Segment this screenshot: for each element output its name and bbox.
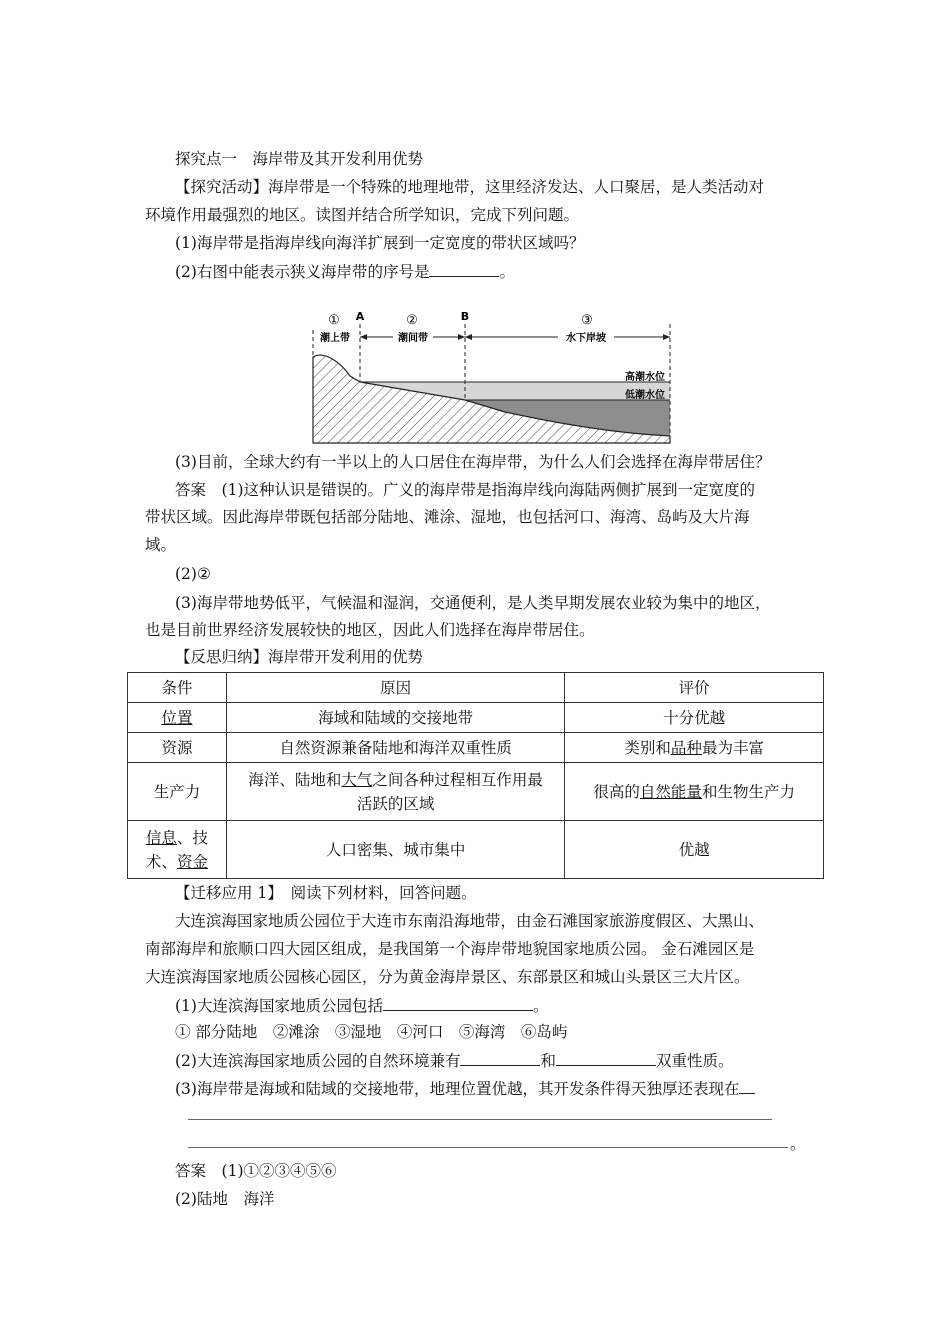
answer-3-line-2: 也是目前世界经济发展较快的地区，因此人们选择在海岸带居住。 <box>145 621 595 639</box>
activity-line-1: 【探究活动】海岸带是一个特殊的地理地带，这里经济发达、人口聚居，是人类活动对 <box>175 178 765 196</box>
transfer-question-2: (2)大连滨海国家地质公园的自然环境兼有 和 双重性质。 <box>175 1049 734 1072</box>
low-tide-label: 低潮水位 <box>625 390 665 401</box>
answer-line-blank-1 <box>188 1118 772 1120</box>
answer-line-blank-2 <box>188 1146 788 1148</box>
answer-line-2: 带状区域。因此海岸带既包括部分陆地、滩涂、湿地，也包括河口、海湾、岛屿及大片海 <box>145 508 750 526</box>
transfer-answer-2: (2)陆地 海洋 <box>175 1190 275 1208</box>
table-row: 生产力 海洋、陆地和大气之间各种过程相互作用最 活跃的区域 很高的自然能量和生物生产力 <box>128 763 824 821</box>
table-row: 信息、技 术、资金 人口密集、城市集中 优越 <box>128 821 824 879</box>
activity-line-2: 环境作用最强烈的地区。读图并结合所学知识，完成下列问题。 <box>145 206 580 224</box>
transfer-heading: 【迁移应用 1】 阅读下列材料，回答问题。 <box>175 884 477 902</box>
answer-2: (2)② <box>175 565 211 583</box>
answer-blank <box>460 1049 540 1066</box>
transfer-tag: 【迁移应用 1】 <box>175 884 276 902</box>
answer-blank <box>429 260 499 277</box>
table-row: 位置 海域和陆域的交接地带 十分优越 <box>128 703 824 733</box>
zone-number-2: ② <box>406 313 418 328</box>
answer-blank <box>556 1049 656 1066</box>
table-row: 资源 自然资源兼备陆地和海洋双重性质 类别和品种最为丰富 <box>128 733 824 763</box>
reflect-heading: 【反思归纳】海岸带开发利用的优势 <box>175 648 424 666</box>
header-evaluation: 评价 <box>565 673 824 703</box>
zone-number-1: ① <box>328 313 340 328</box>
answer-3-line-1: (3)海岸带地势低平，气候温和湿润，交通便利，是人类早期发展农业较为集中的地区， <box>175 594 771 612</box>
header-condition: 条件 <box>128 673 227 703</box>
answer-line-1: 答案 (1)这种认识是错误的。广义的海岸带是指海岸线向海陆两侧扩展到一定宽度的 <box>175 481 755 499</box>
advantages-table <box>127 672 824 879</box>
header-reason: 原因 <box>226 673 564 703</box>
table-header-row <box>128 673 824 703</box>
label-a: A <box>355 310 365 323</box>
answer-label: 答案 <box>175 481 207 499</box>
answer-line-3: 域。 <box>145 536 177 554</box>
material-line-2: 南部海岸和旅顺口四大园区组成，是我国第一个海岸带地貌国家地质公园。 金石滩园区是 <box>145 940 755 958</box>
reflect-tag: 【反思归纳】 <box>175 648 269 666</box>
activity-question-1: (1)海岸带是指海岸线向海洋扩展到一定宽度的带状区域吗？ <box>175 234 585 252</box>
answer-blank <box>739 1077 755 1094</box>
label-b: B <box>460 310 470 323</box>
transfer-answer-1: 答案 (1)①②③④⑤⑥ <box>175 1162 337 1180</box>
transfer-options: ① 部分陆地 ②滩涂 ③湿地 ④河口 ⑤海湾 ⑥岛屿 <box>175 1023 568 1041</box>
transfer-question-1: (1)大连滨海国家地质公园包括 。 <box>175 994 548 1017</box>
zone-number-3: ③ <box>581 313 593 328</box>
zone-label-subtidal: 水下岸坡 <box>566 333 606 344</box>
section-title: 探究点一 海岸带及其开发利用优势 <box>175 150 424 168</box>
material-line-3: 大连滨海国家地质公园核心园区，分为黄金海岸景区、东部景区和城山头景区三大片区。 <box>145 968 750 986</box>
question-3-end-mark: 。 <box>790 1135 806 1153</box>
zone-label-supratidal: 潮上带 <box>320 333 350 344</box>
activity-question-3: (3)目前，全球大约有一半以上的人口居住在海岸带，为什么人们会选择在海岸带居住？ <box>175 453 771 471</box>
activity-question-2: (2)右图中能表示狭义海岸带的序号是 。 <box>175 260 515 283</box>
activity-tag: 【探究活动】 <box>175 178 269 196</box>
answer-blank <box>383 994 533 1011</box>
coastal-zone-diagram <box>300 302 680 448</box>
zone-label-intertidal: 潮间带 <box>398 333 428 344</box>
transfer-question-3: (3)海岸带是海域和陆域的交接地带，地理位置优越，其开发条件得天独厚还表现在 <box>175 1077 755 1100</box>
high-tide-label: 高潮水位 <box>625 372 665 383</box>
material-line-1: 大连滨海国家地质公园位于大连市东南沿海地带，由金石滩国家旅游度假区、大黑山、 <box>175 912 765 930</box>
answer-label: 答案 <box>175 1162 207 1180</box>
